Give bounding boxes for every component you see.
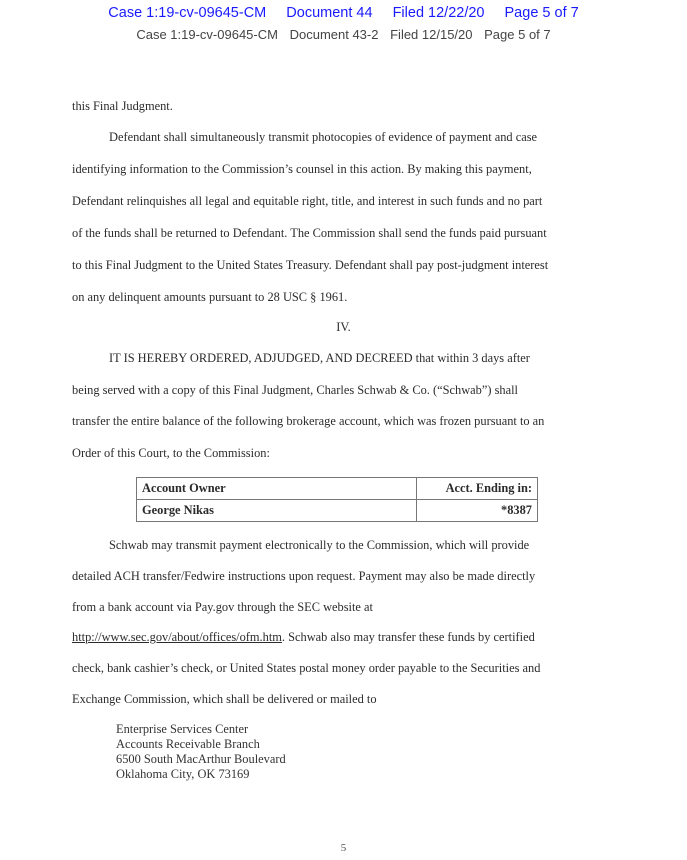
address-line: Accounts Receivable Branch [116,737,260,751]
table-header-row [137,478,538,500]
header-acct-ending: Acct. Ending in: [417,478,538,500]
payment-line: Exchange Commission, which shall be delivered or mailed to [72,692,377,706]
mailing-address [116,722,286,782]
sec-ofm-link[interactable]: http://www.sec.gov/about/offices/ofm.htm [72,630,282,644]
body-line: Defendant shall simultaneously transmit photocopies of evidence of payment and case [109,130,538,144]
stamp-page-count: Page 5 of 7 [504,5,579,21]
filing-stamp-header [0,5,687,21]
account-table [136,477,538,522]
section-line: being served with a copy of this Final Judgment, Charles Schwab & Co. (“Schwab”) shall [72,383,518,397]
original-filing-header [0,27,687,42]
payment-line: check, bank cashier’s check, or United States postal money order payable to the Securities and [72,661,541,675]
cell-account-owner: George Nikas [137,500,417,522]
orig-page-count: Page 5 of 7 [484,27,551,42]
body-line: of the funds shall be returned to Defendant. The Commission shall send the funds paid pursuant [72,226,547,240]
section-line: transfer the entire balance of the following brokerage account, which was frozen pursuant to an [72,414,545,428]
payment-line-with-link [72,630,535,645]
page-number: 5 [340,842,347,854]
address-line: Oklahoma City, OK 73169 [116,767,250,781]
payment-line: detailed ACH transfer/Fedwire instructions upon request. Payment may also be made directly [72,569,536,583]
body-line: this Final Judgment. [72,99,173,113]
body-line: Defendant relinquishes all legal and equitable right, title, and interest in such funds and no part [72,194,543,208]
payment-line: from a bank account via Pay.gov through the SEC website at [72,600,373,614]
stamp-document-number: Document 44 [286,5,373,21]
section-line: Order of this Court, to the Commission: [72,446,270,460]
body-line: identifying information to the Commission’s counsel in this action. By making this payment, [72,162,532,176]
orig-filed-date: Filed 12/15/20 [390,27,473,42]
section-heading: IV. [336,320,351,334]
table-row [137,500,538,522]
header-account-owner: Account Owner [137,478,417,500]
section-line: IT IS HEREBY ORDERED, ADJUDGED, AND DECREED that within 3 days after [109,351,530,365]
address-line: 6500 South MacArthur Boulevard [116,752,286,766]
stamp-filed-date: Filed 12/22/20 [392,5,485,21]
orig-case-number: Case 1:19-cv-09645-CM [136,27,278,42]
address-line: Enterprise Services Center [116,722,249,736]
orig-document-number: Document 43-2 [289,27,379,42]
body-line: on any delinquent amounts pursuant to 28 USC § 1961. [72,290,348,304]
body-line: to this Final Judgment to the United States Treasury. Defendant shall pay post-judgment interest [72,258,549,272]
link-trailer-text: . Schwab also may transfer these funds by certified [281,630,535,644]
cell-acct-ending: *8387 [417,500,538,522]
stamp-case-number: Case 1:19-cv-09645-CM [108,5,267,21]
payment-line: Schwab may transmit payment electronically to the Commission, which will provide [109,538,530,552]
